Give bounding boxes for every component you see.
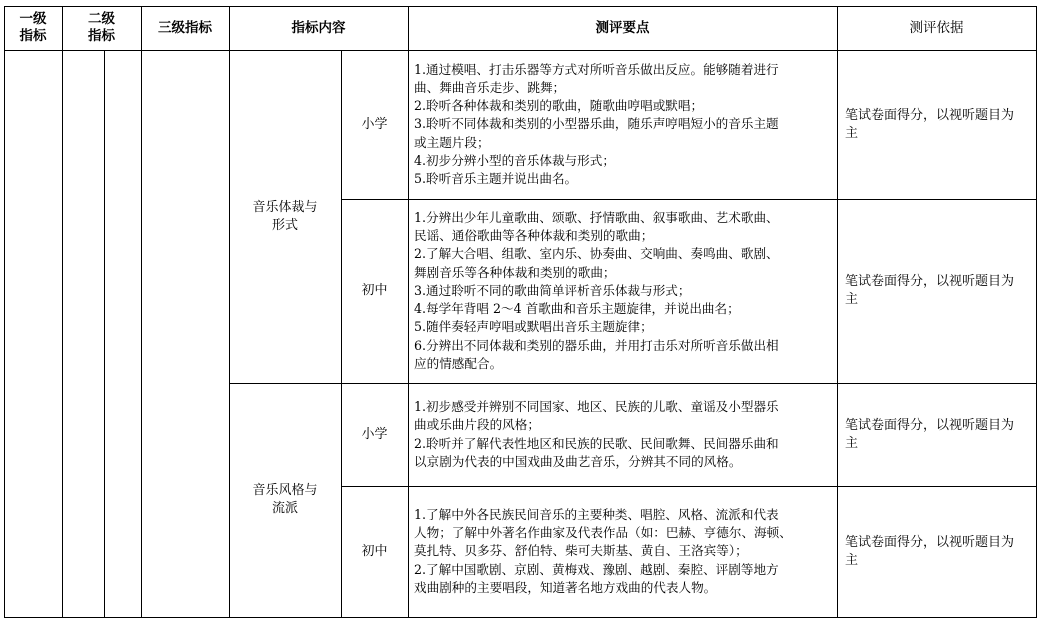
point-line: 曲或乐曲片段的风格； <box>414 417 540 433</box>
header-level3: 三级指标 <box>158 19 212 36</box>
point-line: 4.初步分辨小型的音乐体裁与形式； <box>414 152 615 168</box>
content-style-school: 音乐风格与 流派 <box>252 483 318 516</box>
basis-genre-junior: 笔试卷面得分，以视听题目为 主 <box>845 274 1015 307</box>
point-line: 舞剧音乐等各种体裁和类别的歌曲； <box>414 264 616 280</box>
stage-junior-2: 初中 <box>361 543 388 559</box>
stage-primary-1: 小学 <box>361 116 388 132</box>
header-content: 指标内容 <box>291 19 346 36</box>
header-basis: 测评依据 <box>909 19 964 36</box>
point-line: 1.初步感受并辨别不同国家、地区、民族的儿歌、童谣及小型器乐 <box>414 399 779 415</box>
rule-bottom <box>4 617 1037 618</box>
header-level2: 二级 指标 <box>88 11 115 44</box>
point-line: 或主题片段； <box>414 134 490 150</box>
point-line: 2.聆听各种体裁和类别的歌曲，随歌曲哼唱或默唱； <box>414 98 704 114</box>
point-line: 5.聆听音乐主题并说出曲名。 <box>414 171 578 186</box>
key-points-genre-primary <box>414 50 836 199</box>
key-points-style-primary <box>414 383 836 486</box>
point-line: 戏曲剧种的主要唱段，知道著名地方戏曲的代表人物。 <box>414 579 717 595</box>
key-points-genre-junior <box>414 199 836 383</box>
header-key-points: 测评要点 <box>595 19 650 36</box>
point-line: 6.分辨出不同体裁和类别的器乐曲，并用打击乐对所听音乐做出相 <box>414 337 779 353</box>
point-line: 2.了解中国歌剧、京剧、黄梅戏、豫剧、越剧、秦腔、评剧等地方 <box>414 561 779 577</box>
point-line: 以京剧为代表的中国戏曲及曲艺音乐，分辨其不同的风格。 <box>414 453 742 469</box>
basis-style-primary: 笔试卷面得分，以视听题目为 主 <box>845 417 1015 451</box>
point-line: 1.分辨出少年儿童歌曲、颂歌、抒情歌曲、叙事歌曲、艺术歌曲、 <box>414 210 779 226</box>
point-line: 应的情感配合。 <box>414 355 503 371</box>
point-line: 2.了解大合唱、组歌、室内乐、协奏曲、交响曲、奏鸣曲、歌剧、 <box>414 246 779 262</box>
point-line: 5.随伴奏轻声哼唱或默唱出音乐主题旋律； <box>414 319 653 335</box>
rule-col0 <box>4 6 5 618</box>
stage-junior-1: 初中 <box>361 283 388 298</box>
point-line: 3.聆听不同体裁和类别的小型器乐曲，随乐声哼唱短小的音乐主题 <box>414 116 779 132</box>
point-line: 莫扎特、贝多芬、舒伯特、柴可夫斯基、黄自、王洛宾等）； <box>414 543 748 559</box>
point-line: 4.每学年背唱 2～4 首歌曲和音乐主题旋律，并说出曲名； <box>414 301 740 317</box>
basis-genre-primary: 笔试卷面得分，以视听题目为 主 <box>845 107 1015 141</box>
point-line: 3.通过聆听不同的歌曲简单评析音乐体裁与形式； <box>414 282 691 298</box>
header-level1: 一级 指标 <box>19 11 47 44</box>
rule-col2 <box>141 6 142 618</box>
basis-style-junior: 笔试卷面得分，以视听题目为 主 <box>845 534 1015 568</box>
point-line: 2.聆听并了解代表性地区和民族的民歌、民间歌舞、民间器乐曲和 <box>414 435 779 451</box>
rule-col1 <box>62 6 63 618</box>
point-line: 曲、舞曲音乐走步、跳舞； <box>414 79 566 95</box>
rule-col7 <box>1036 6 1037 618</box>
point-line: 民谣、通俗歌曲等各种体裁和类别的歌曲； <box>414 228 654 244</box>
key-points-style-junior <box>414 486 836 617</box>
point-line: 1.了解中外各民族民间音乐的主要种类、唱腔、风格、流派和代表 <box>414 506 779 522</box>
rule-col1b <box>104 50 105 618</box>
point-line: 1.通过模唱、打击乐器等方式对所听音乐做出反应。能够随着进行 <box>414 61 779 77</box>
content-genre-form: 音乐体裁与 形式 <box>252 199 318 233</box>
stage-primary-2: 小学 <box>361 426 388 442</box>
point-line: 人物；了解中外著名作曲家及代表作品（如：巴赫、亨德尔、海顿、 <box>414 525 792 541</box>
rule-col5 <box>408 6 409 618</box>
